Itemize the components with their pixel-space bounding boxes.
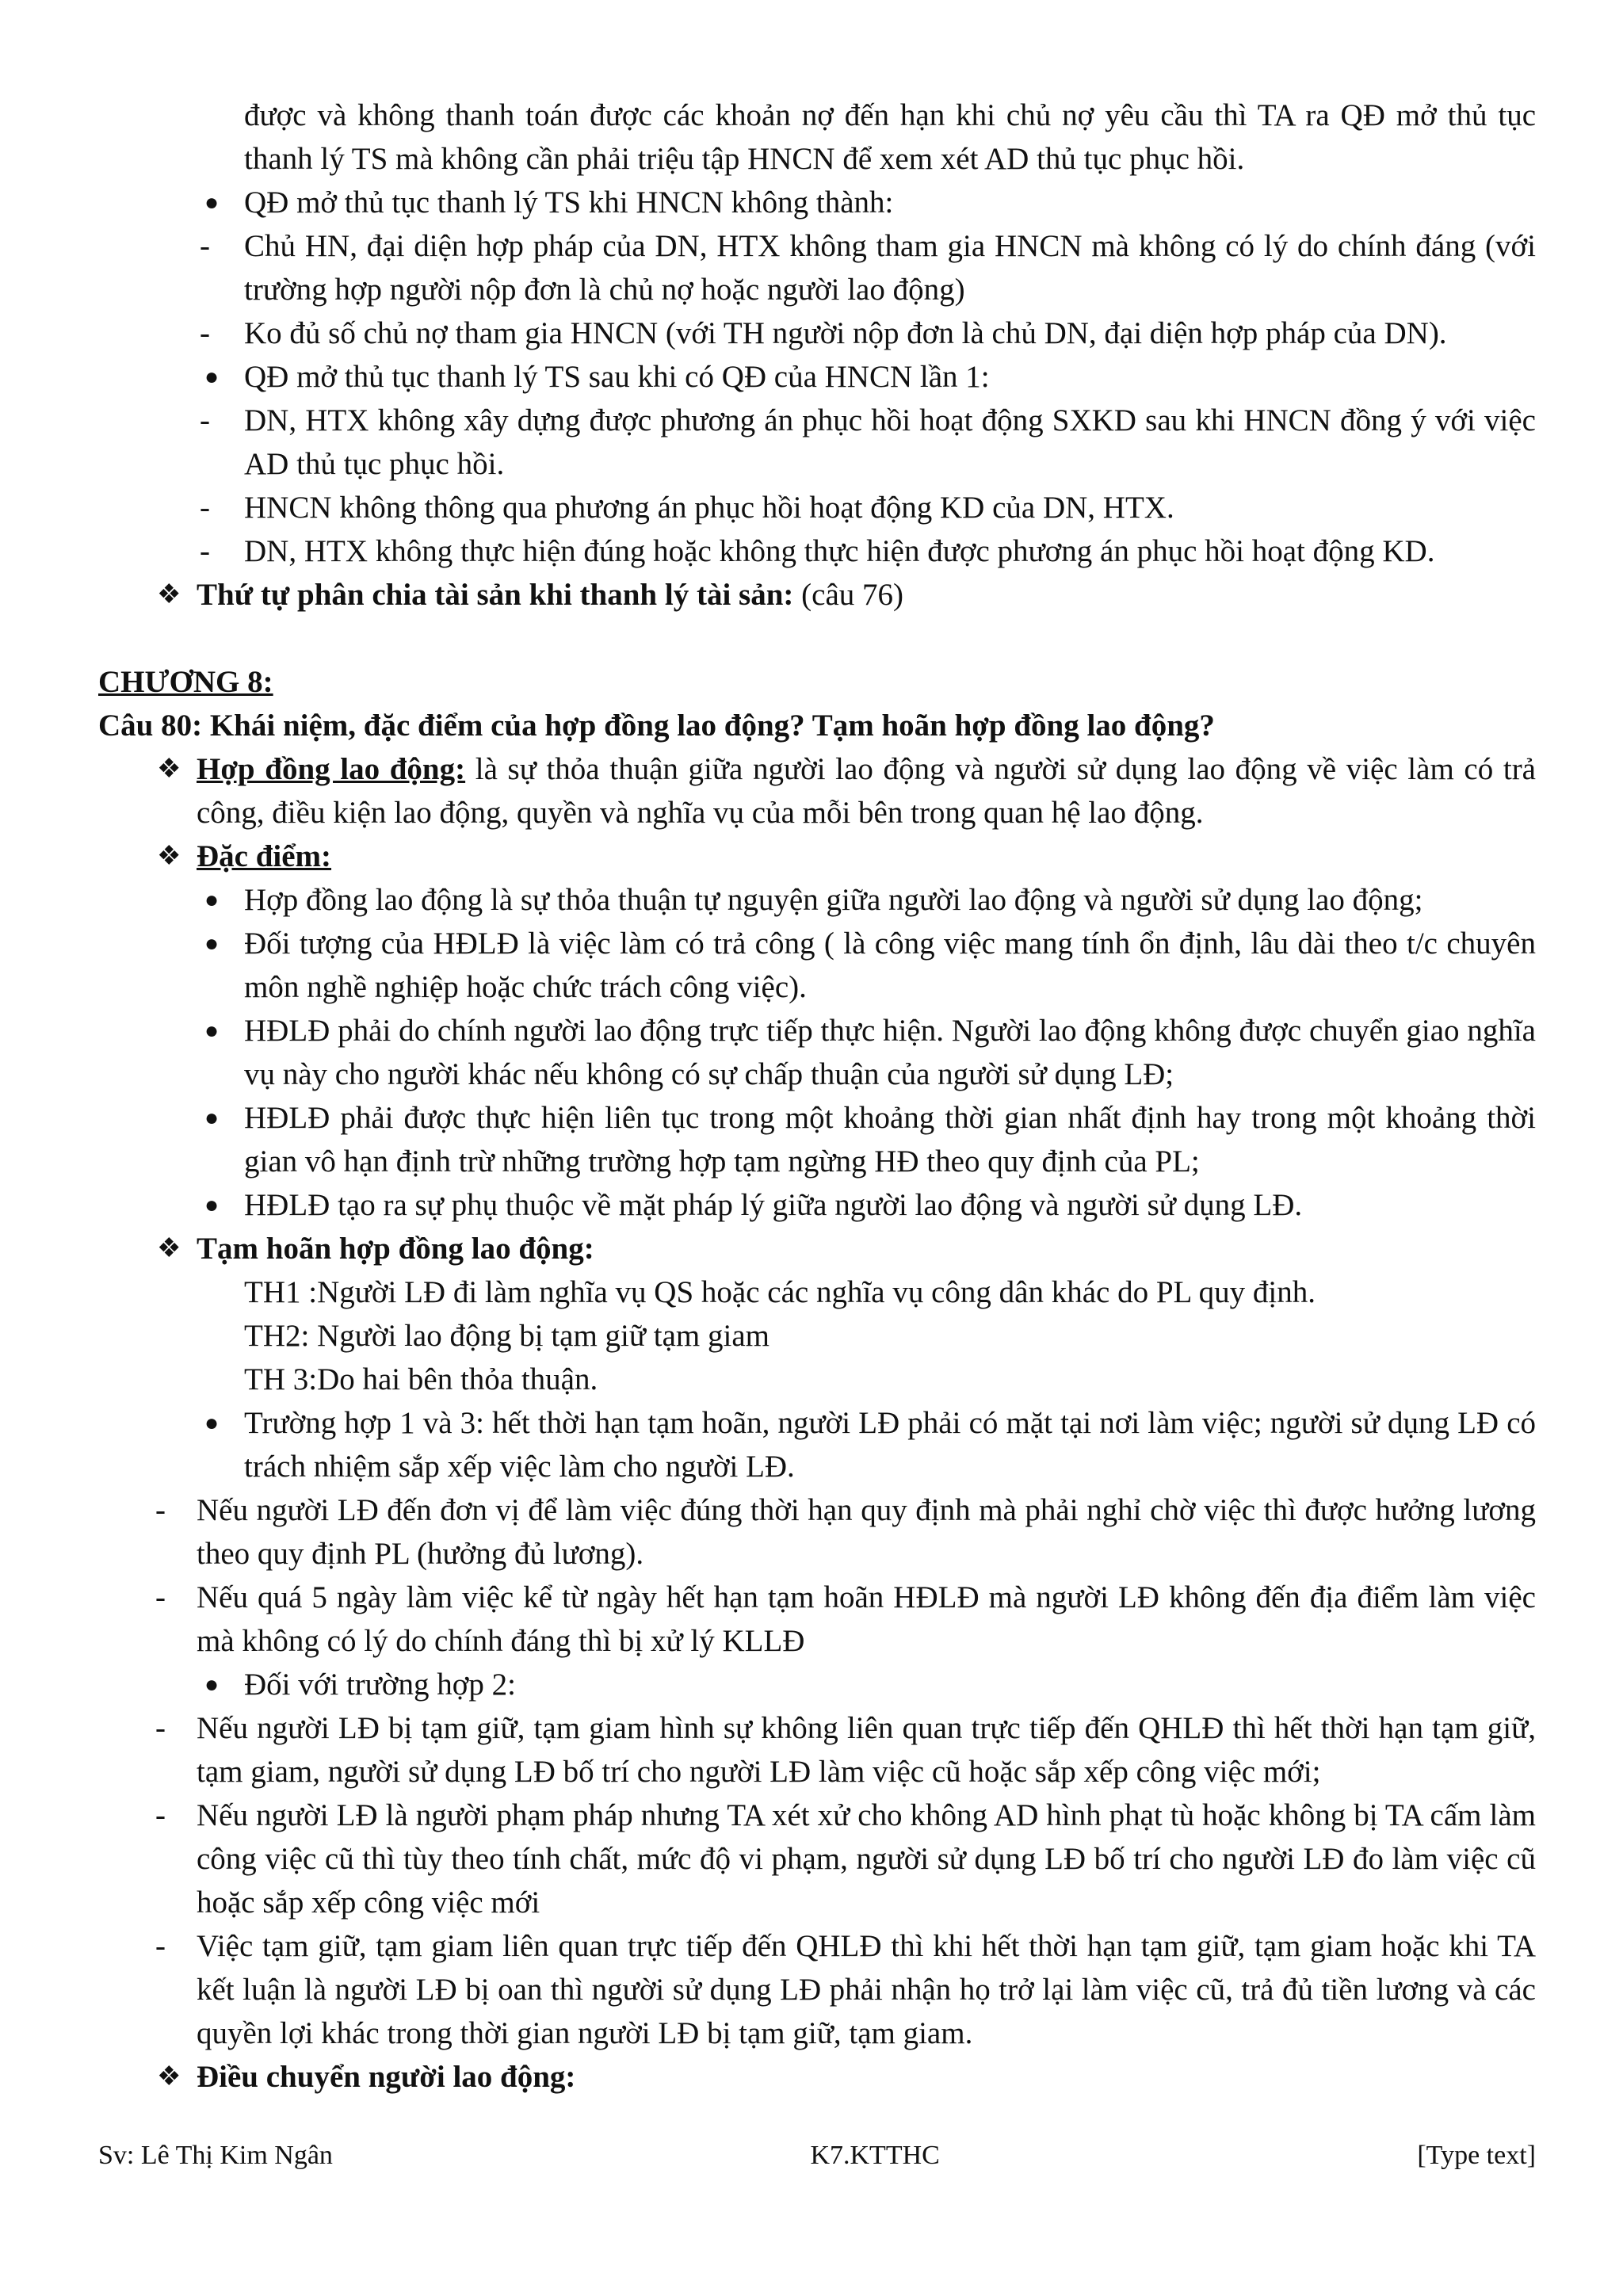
bullet-text: Hợp đồng lao động là sự thỏa thuận tự nguyện giữa người lao động và người sử dụng lao động; (244, 883, 1423, 917)
bullet-text: Đối với trường hợp 2: (244, 1668, 517, 1702)
bullet-item (0, 1009, 1623, 1096)
dash-text: Ko đủ số chủ nợ tham gia HNCN (với TH người nộp đơn là chủ DN, đại diện hợp pháp của DN). (244, 316, 1447, 350)
bullet-text: HĐLĐ phải được thực hiện liên tục trong một khoảng thời gian nhất định hay trong một khoảng thời gian vô hạn định trừ những trường hợp tạm ngừng HĐ theo quy định của PL; (244, 1101, 1536, 1179)
case-line: TH1 :Người LĐ đi làm nghĩa vụ QS hoặc các nghĩa vụ công dân khác do PL quy định. (244, 1275, 1316, 1309)
diamond-heading: Đặc điểm: (197, 839, 332, 873)
dash-icon: - (200, 403, 210, 437)
dash-icon: - (155, 1798, 166, 1832)
bullet-item (0, 878, 1623, 922)
dash-item (0, 1794, 1623, 1924)
diamond-text: là sự thỏa thuận giữa người lao động và người sử dụng lao động về việc làm có trả công, điều kiện lao động, quyền và nghĩa vụ của mỗi bên trong quan hệ lao động. (197, 752, 1536, 830)
dash-icon: - (200, 534, 210, 568)
diamond-heading: Hợp đồng lao động: (197, 752, 466, 786)
dash-icon: - (155, 1929, 166, 1963)
bullet-item (0, 181, 1623, 224)
bullet-icon: ● (204, 189, 220, 216)
bullet-icon: ● (204, 1671, 220, 1698)
dash-text: Việc tạm giữ, tạm giam liên quan trực tiếp đến QHLĐ thì khi hết thời hạn tạm giữ, tạm giam hoặc khi TA kết luận là người LĐ bị oan thì người sử dụng LĐ phải nhận họ trở lại làm việc cũ, trả đủ tiền lương và các quyền lợi khác trong thời gian người LĐ bị tạm giữ, tạm giam. (197, 1929, 1536, 2050)
diamond-item (0, 835, 1623, 878)
diamond-heading: Điều chuyển người lao động: (197, 2060, 576, 2094)
dash-text: DN, HTX không thực hiện đúng hoặc không thực hiện được phương án phục hồi hoạt động KD. (244, 534, 1435, 568)
bullet-text: QĐ mở thủ tục thanh lý TS sau khi có QĐ của HNCN lần 1: (244, 360, 990, 394)
dash-item (0, 486, 1623, 529)
diamond-heading: Tạm hoãn hợp đồng lao động: (197, 1232, 594, 1266)
bullet-text: HĐLĐ tạo ra sự phụ thuộc về mặt pháp lý giữa người lao động và người sử dụng LĐ. (244, 1188, 1303, 1222)
diamond-item (0, 573, 1623, 617)
dash-text: Chủ HN, đại diện hợp pháp của DN, HTX không tham gia HNCN mà không có lý do chính đáng (với trường hợp người nộp đơn là chủ nợ hoặc người lao động) (244, 229, 1536, 307)
bullet-text: Trường hợp 1 và 3: hết thời hạn tạm hoãn, người LĐ phải có mặt tại nơi làm việc; người sử dụng LĐ có trách nhiệm sắp xếp việc làm cho người LĐ. (244, 1406, 1536, 1484)
dash-item (0, 1706, 1623, 1794)
diamond-item (0, 747, 1623, 835)
page-footer (98, 2134, 1536, 2173)
dash-item (0, 399, 1623, 486)
dash-text: Nếu người LĐ là người phạm pháp nhưng TA xét xử cho không AD hình phạt tù hoặc không bị TA cấm làm công việc cũ thì tùy theo tính chất, mức độ vi phạm, người sử dụng LĐ bố trí cho người LĐ đo làm việc cũ hoặc sắp xếp công việc mới (197, 1798, 1536, 1920)
dash-item (0, 529, 1623, 573)
dash-icon: - (200, 229, 210, 263)
diamond-icon: ❖ (157, 842, 181, 871)
document-page (0, 94, 1623, 2099)
dash-text: HNCN không thông qua phương án phục hồi hoạt động KD của DN, HTX. (244, 491, 1174, 525)
dash-item (0, 311, 1623, 355)
bullet-icon: ● (204, 1410, 220, 1436)
dash-icon: - (200, 491, 210, 525)
diamond-icon: ❖ (157, 755, 181, 784)
dash-item (0, 1488, 1623, 1576)
footer-placeholder: [Type text] (1417, 2141, 1536, 2170)
diamond-item (0, 2055, 1623, 2099)
bullet-item (0, 1096, 1623, 1183)
diamond-text: (câu 76) (793, 578, 903, 612)
dash-item (0, 1576, 1623, 1663)
dash-text: Nếu quá 5 ngày làm việc kể từ ngày hết hạn tạm hoãn HĐLĐ mà người LĐ không đến địa điểm làm việc mà không có lý do chính đáng thì bị xử lý KLLĐ (197, 1580, 1536, 1658)
bullet-icon: ● (204, 1105, 220, 1131)
diamond-icon: ❖ (157, 580, 181, 609)
question-title: Câu 80: Khái niệm, đặc điểm của hợp đồng lao động? Tạm hoãn hợp đồng lao động? (98, 709, 1215, 743)
dash-item (0, 1924, 1623, 2055)
dash-text: Nếu người LĐ đến đơn vị để làm việc đúng thời hạn quy định mà phải nghỉ chờ việc thì được hưởng lương theo quy định PL (hưởng đủ lương). (197, 1493, 1536, 1571)
diamond-item (0, 1227, 1623, 1270)
dash-icon: - (155, 1580, 166, 1614)
bullet-text: Đối tượng của HĐLĐ là việc làm có trả công ( là công việc mang tính ổn định, lâu dài theo t/c chuyên môn nghề nghiệp hoặc chức trách công việc). (244, 926, 1536, 1004)
bullet-text: HĐLĐ phải do chính người lao động trực tiếp thực hiện. Người lao động không được chuyển giao nghĩa vụ này cho người khác nếu không có sự chấp thuận của người sử dụng LĐ; (244, 1014, 1536, 1091)
case-line: TH 3:Do hai bên thỏa thuận. (244, 1362, 598, 1396)
bullet-item (0, 355, 1623, 399)
bullet-item (0, 1401, 1623, 1488)
bullet-icon: ● (204, 887, 220, 913)
footer-author: Sv: Lê Thị Kim Ngân (98, 2141, 333, 2170)
dash-item (0, 224, 1623, 311)
dash-icon: - (155, 1493, 166, 1527)
bullet-icon: ● (204, 930, 220, 957)
bullet-item (0, 922, 1623, 1009)
diamond-icon: ❖ (157, 1234, 181, 1263)
bullet-item (0, 1663, 1623, 1706)
bullet-icon: ● (204, 364, 220, 390)
dash-text: DN, HTX không xây dựng được phương án phục hồi hoạt động SXKD sau khi HNCN đồng ý với việc AD thủ tục phục hồi. (244, 403, 1536, 481)
bullet-item (0, 1183, 1623, 1227)
diamond-icon: ❖ (157, 2062, 181, 2092)
chapter-title: CHƯƠNG 8: (98, 665, 273, 699)
case-line: TH2: Người lao động bị tạm giữ tạm giam (244, 1319, 769, 1353)
diamond-heading: Thứ tự phân chia tài sản khi thanh lý tài sản: (197, 578, 794, 612)
footer-class: K7.KTTHC (810, 2141, 940, 2170)
spacer (0, 617, 1623, 660)
paragraph-continuation: được và không thanh toán được các khoản nợ đến hạn khi chủ nợ yêu cầu thì TA ra QĐ mở thủ tục thanh lý TS mà không cần phải triệu tập HNCN để xem xét AD thủ tục phục hồi. (244, 98, 1536, 176)
dash-icon: - (155, 1711, 166, 1745)
dash-text: Nếu người LĐ bị tạm giữ, tạm giam hình sự không liên quan trực tiếp đến QHLĐ thì hết thời hạn tạm giữ, tạm giam, người sử dụng LĐ bố trí cho người LĐ làm việc cũ hoặc sắp xếp công việc mới; (197, 1711, 1536, 1789)
dash-icon: - (200, 316, 210, 350)
bullet-icon: ● (204, 1192, 220, 1218)
bullet-text: QĐ mở thủ tục thanh lý TS khi HNCN không thành: (244, 185, 894, 220)
bullet-icon: ● (204, 1018, 220, 1044)
